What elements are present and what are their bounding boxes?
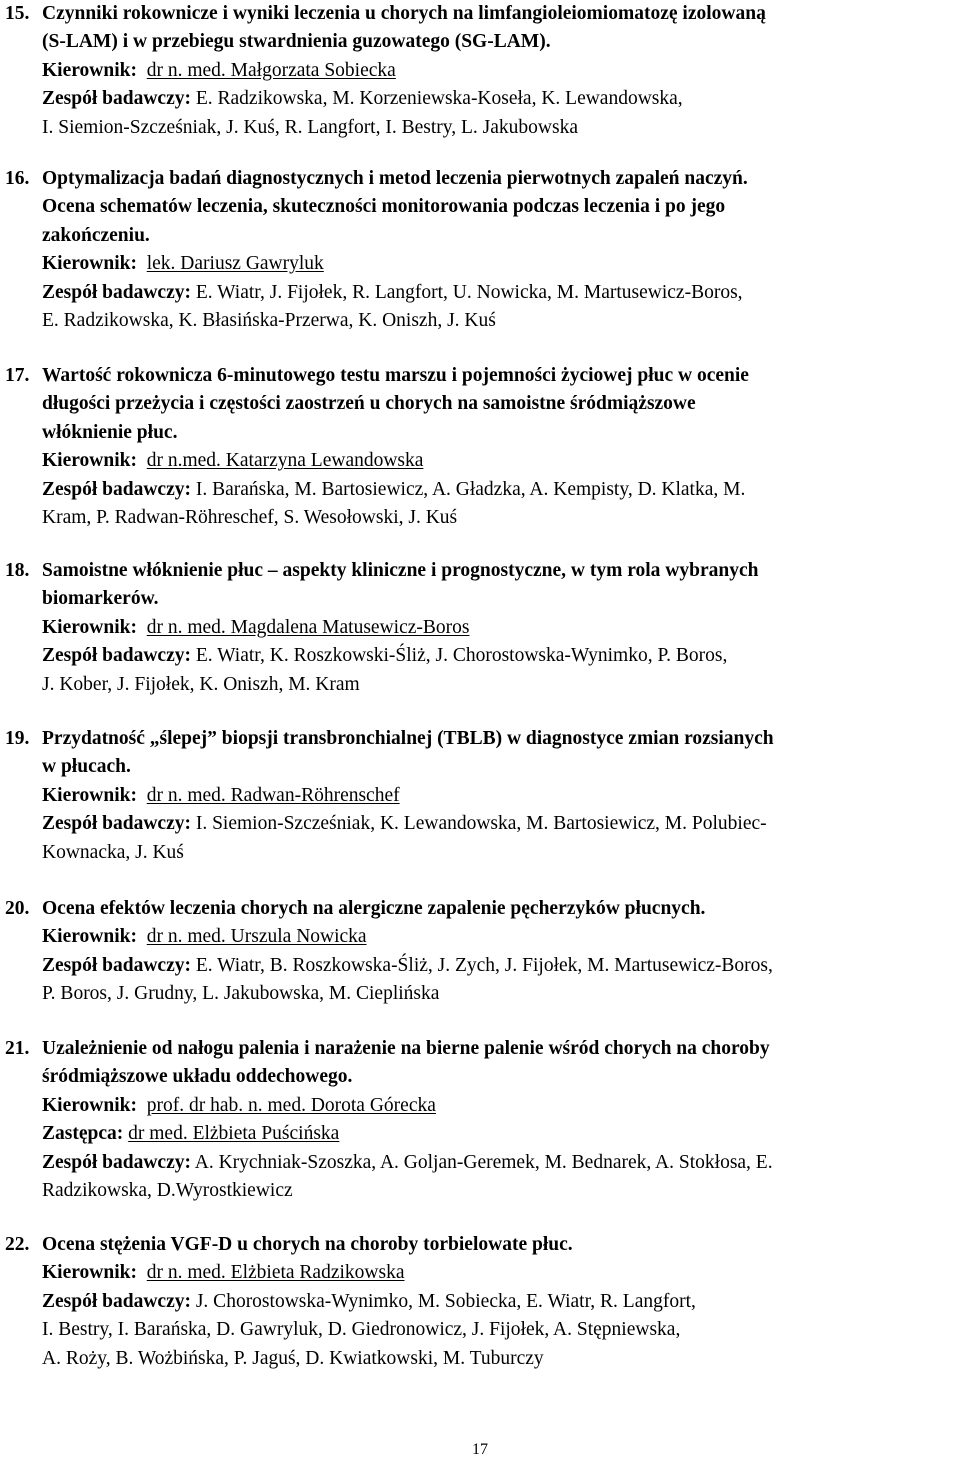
item-title-line: w płucach. bbox=[42, 756, 131, 778]
item-number: 21. bbox=[5, 1038, 30, 1059]
item-number: 15. bbox=[5, 3, 30, 24]
item-title-line: Ocena stężenia VGF-D u chorych na choroby torbielowate płuc. bbox=[42, 1234, 573, 1255]
team-label: Zespół badawczy: bbox=[42, 954, 191, 976]
team-members: E. Wiatr, J. Fijołek, R. Langfort, U. Nowicka, M. Martusewicz-Boros, bbox=[190, 281, 743, 303]
manager-label: Kierownik: bbox=[42, 253, 137, 275]
item-number: 22. bbox=[5, 1234, 30, 1255]
item-title-line: włóknienie płuc. bbox=[42, 421, 178, 443]
item-title-line: biomarkerów. bbox=[42, 588, 159, 610]
team-line bbox=[42, 85, 958, 113]
manager-name: dr n. med. Małgorzata Sobiecka bbox=[146, 59, 396, 81]
project-item-22 bbox=[0, 1231, 960, 1373]
manager-label: Kierownik: bbox=[42, 616, 137, 638]
team-members: I. Siemion-Szcześniak, K. Lewandowska, M. Bartosiewicz, M. Polubiec- bbox=[190, 813, 767, 835]
project-item-15 bbox=[0, 0, 960, 142]
team-label: Zespół badawczy: bbox=[42, 281, 191, 303]
item-title-line: Ocena efektów leczenia chorych na alergiczne zapalenie pęcherzyków płucnych. bbox=[42, 898, 706, 919]
item-number: 19. bbox=[5, 728, 30, 749]
deputy-name: dr med. Elżbieta Puścińska bbox=[128, 1123, 340, 1145]
item-title-line: śródmiąższowe układu oddechowego. bbox=[42, 1066, 353, 1088]
team-line bbox=[42, 1149, 958, 1177]
item-title-line: Przydatność „ślepej” biopsji transbronchialnej (TBLB) w diagnostyce zmian rozsianych bbox=[42, 728, 774, 749]
deputy-line bbox=[42, 1120, 958, 1148]
team-label: Zespół badawczy: bbox=[42, 645, 191, 667]
team-line bbox=[42, 642, 958, 670]
manager-line bbox=[42, 1092, 958, 1120]
item-number: 17. bbox=[5, 365, 30, 386]
team-label: Zespół badawczy: bbox=[42, 1151, 191, 1173]
manager-line bbox=[42, 1259, 958, 1287]
manager-line bbox=[42, 782, 958, 810]
team-members-cont: E. Radzikowska, K. Błasińska-Przerwa, K. Oniszh, J. Kuś bbox=[42, 310, 496, 332]
team-members: A. Krychniak-Szoszka, A. Goljan-Geremek, M. Bednarek, A. Stokłosa, E. bbox=[190, 1151, 773, 1173]
manager-name: dr n.med. Katarzyna Lewandowska bbox=[146, 450, 424, 472]
manager-label: Kierownik: bbox=[42, 1262, 137, 1284]
team-label: Zespół badawczy: bbox=[42, 813, 191, 835]
item-title-line: Samoistne włóknienie płuc – aspekty kliniczne i prognostyczne, w tym rola wybranych bbox=[42, 560, 759, 581]
project-item-16 bbox=[0, 165, 960, 335]
manager-label: Kierownik: bbox=[42, 1094, 137, 1116]
team-members: E. Wiatr, K. Roszkowski-Śliż, J. Chorostowska-Wynimko, P. Boros, bbox=[190, 645, 728, 667]
item-title-line: Czynniki rokownicze i wyniki leczenia u chorych na limfangioleiomiomatozę izolowaną bbox=[42, 3, 766, 24]
manager-label: Kierownik: bbox=[42, 784, 137, 806]
team-members: J. Chorostowska-Wynimko, M. Sobiecka, E. Wiatr, R. Langfort, bbox=[190, 1290, 696, 1312]
manager-name: lek. Dariusz Gawryluk bbox=[146, 253, 324, 275]
team-members-cont: Kram, P. Radwan-Röhreschef, S. Wesołowski, J. Kuś bbox=[42, 507, 458, 529]
deputy-label: Zastępca: bbox=[42, 1123, 124, 1145]
item-title-line: Ocena schematów leczenia, skuteczności monitorowania podczas leczenia i po jego bbox=[42, 196, 726, 218]
project-item-18 bbox=[0, 557, 960, 699]
item-number: 18. bbox=[5, 560, 30, 581]
team-line bbox=[42, 1288, 958, 1316]
manager-label: Kierownik: bbox=[42, 926, 137, 948]
team-members-cont: I. Siemion-Szcześniak, J. Kuś, R. Langfort, I. Bestry, L. Jakubowska bbox=[42, 116, 578, 138]
team-line bbox=[42, 279, 958, 307]
team-members-cont: Kownacka, J. Kuś bbox=[42, 841, 184, 863]
manager-name: dr n. med. Elżbieta Radzikowska bbox=[146, 1262, 405, 1284]
team-line bbox=[42, 810, 958, 838]
team-label: Zespół badawczy: bbox=[42, 478, 191, 500]
team-members-cont: Radzikowska, D.Wyrostkiewicz bbox=[42, 1180, 293, 1202]
team-members-cont: I. Bestry, I. Barańska, D. Gawryluk, D. Giedronowicz, J. Fijołek, A. Stępniewska, bbox=[42, 1319, 681, 1341]
item-title-line: Wartość rokownicza 6-minutowego testu marszu i pojemności życiowej płuc w ocenie bbox=[42, 365, 749, 386]
manager-line bbox=[42, 57, 958, 85]
item-title-line: zakończeniu. bbox=[42, 224, 150, 246]
project-item-20 bbox=[0, 895, 960, 1009]
page-number: 17 bbox=[472, 1441, 488, 1458]
team-label: Zespół badawczy: bbox=[42, 1290, 191, 1312]
project-item-17 bbox=[0, 362, 960, 532]
item-number: 16. bbox=[5, 168, 30, 189]
item-title-line: Optymalizacja badań diagnostycznych i metod leczenia pierwotnych zapaleń naczyń. bbox=[42, 168, 748, 189]
manager-line bbox=[42, 250, 958, 278]
manager-name: dr n. med. Magdalena Matusewicz-Boros bbox=[146, 616, 470, 638]
item-title-line: (S-LAM) i w przebiegu stwardnienia guzowatego (SG-LAM). bbox=[42, 31, 551, 53]
item-title-line: Uzależnienie od nałogu palenia i narażenie na bierne palenie wśród chorych na choroby bbox=[42, 1038, 770, 1059]
project-item-21 bbox=[0, 1035, 960, 1205]
manager-name: prof. dr hab. n. med. Dorota Górecka bbox=[146, 1094, 436, 1116]
team-members: I. Barańska, M. Bartosiewicz, A. Gładzka, A. Kempisty, D. Klatka, M. bbox=[190, 478, 746, 500]
manager-label: Kierownik: bbox=[42, 450, 137, 472]
project-item-19 bbox=[0, 725, 960, 867]
team-members-cont: P. Boros, J. Grudny, L. Jakubowska, M. Cieplińska bbox=[42, 983, 440, 1005]
team-members: E. Radzikowska, M. Korzeniewska-Koseła, K. Lewandowska, bbox=[190, 88, 683, 110]
team-line bbox=[42, 952, 958, 980]
team-line bbox=[42, 476, 958, 504]
manager-label: Kierownik: bbox=[42, 59, 137, 81]
team-members: E. Wiatr, B. Roszkowska-Śliż, J. Zych, J. Fijołek, M. Martusewicz-Boros, bbox=[190, 954, 773, 976]
team-members-cont: J. Kober, J. Fijołek, K. Oniszh, M. Kram bbox=[42, 673, 360, 695]
item-number: 20. bbox=[5, 898, 30, 919]
item-title-line: długości przeżycia i częstości zaostrzeń u chorych na samoistne śródmiąższowe bbox=[42, 393, 696, 415]
team-members-cont: A. Roży, B. Wożbińska, P. Jaguś, D. Kwiatkowski, M. Tuburczy bbox=[42, 1347, 544, 1369]
manager-name: dr n. med. Urszula Nowicka bbox=[146, 926, 367, 948]
manager-line bbox=[42, 614, 958, 642]
manager-name: dr n. med. Radwan-Röhrenschef bbox=[146, 784, 400, 806]
manager-line bbox=[42, 447, 958, 475]
manager-line bbox=[42, 923, 958, 951]
team-label: Zespół badawczy: bbox=[42, 88, 191, 110]
